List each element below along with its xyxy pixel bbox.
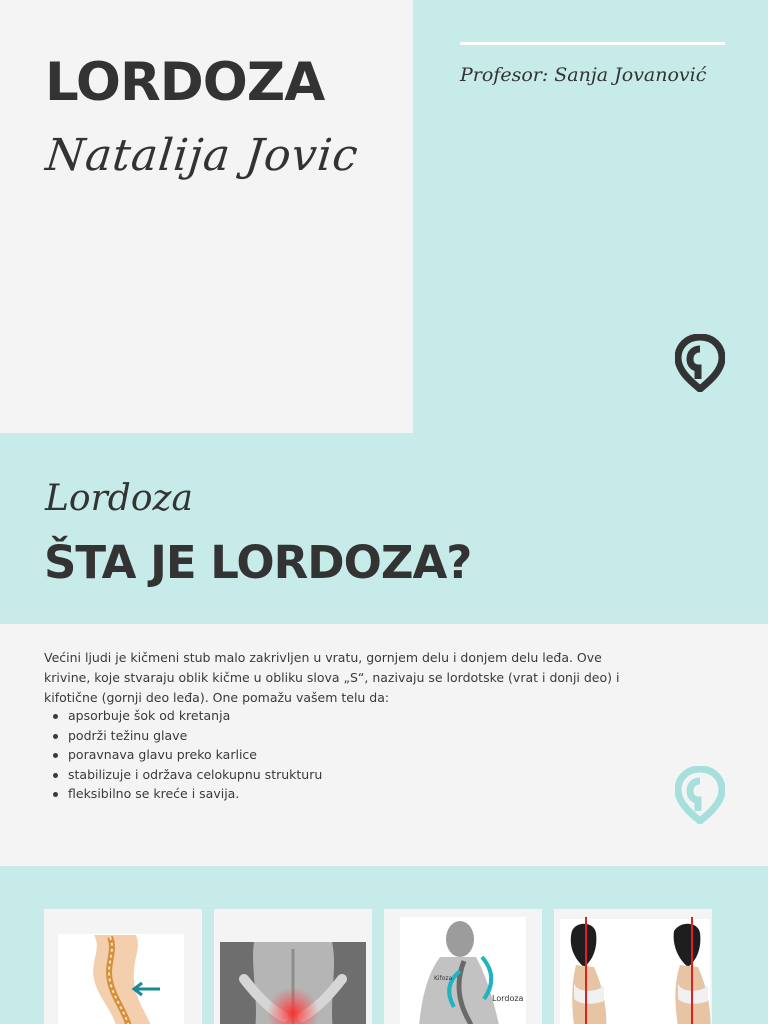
image-card-posture-comparison [554, 909, 712, 1024]
image-card-back-pain-photo [214, 909, 372, 1024]
image-card-spine-illustration [44, 909, 202, 1024]
list-item: poravnava glavu preko karlice [50, 745, 322, 765]
location-pin-logo-icon [675, 334, 725, 392]
list-item: podrži težinu glave [50, 726, 322, 746]
location-pin-logo-icon [675, 766, 725, 824]
list-item: fleksibilno se kreće i savija. [50, 784, 322, 804]
professor-name: Profesor: Sanja Jovanović [460, 64, 707, 86]
document-title: LORDOZA [45, 52, 325, 113]
lordoza-label: Lordoza [492, 994, 524, 1003]
author-name: Natalija Jovic [43, 130, 362, 181]
section-heading: ŠTA JE LORDOZA? [44, 536, 472, 589]
list-item: apsorbuje šok od kretanja [50, 706, 322, 726]
kifoza-label: Kifoza [434, 975, 453, 982]
section-script-title: Lordoza [45, 478, 193, 519]
intro-paragraph: Većini ljudi je kičmeni stub malo zakrivljen u vratu, gornjem delu i donjem delu leđa. Ove krivine, koje stvaraju oblik kičme u obliku slova „S“, nazivaju se lordotske (vrat i donji deo) i kifotične (gornji deo leđa). One pomažu vašem telu da: [44, 650, 620, 705]
benefits-list [50, 706, 322, 804]
divider-line [460, 42, 725, 45]
list-item: stabilizuje i održava celokupnu strukturu [50, 765, 322, 785]
image-card-spine-curves-diagram [384, 909, 542, 1024]
